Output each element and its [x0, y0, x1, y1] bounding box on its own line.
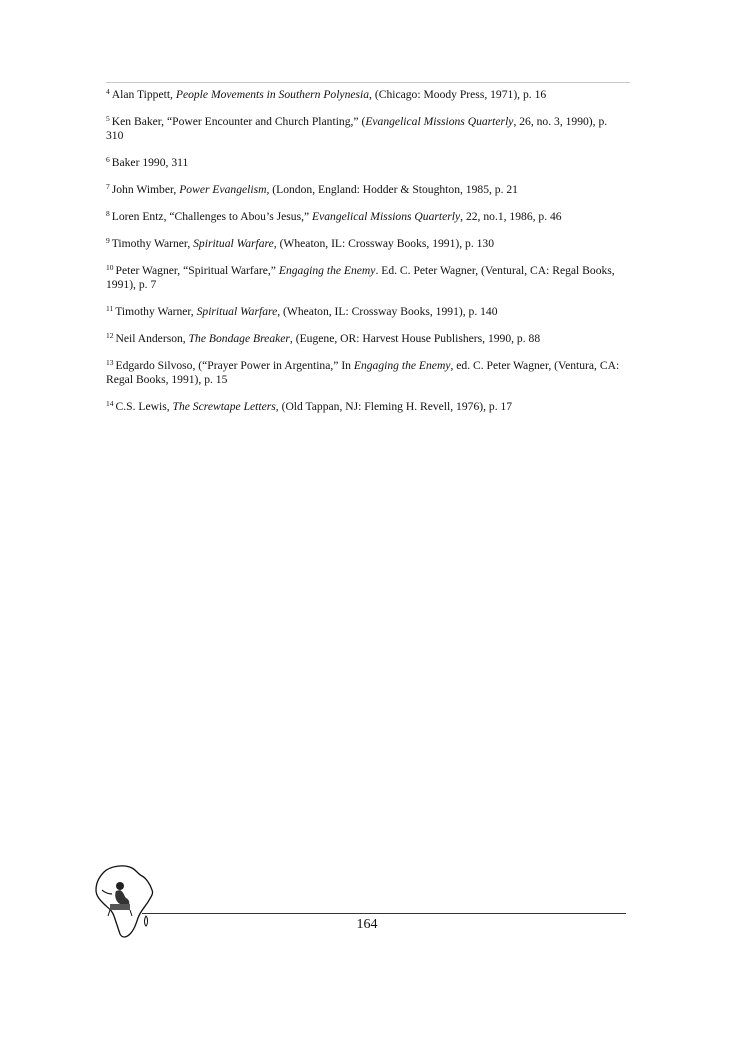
footnote-item	[106, 156, 620, 170]
footnote-text-tail: , ed. C. Peter Wagner, (Ventura, CA: Regal Books, 1991), p. 15	[106, 359, 620, 386]
footnote-text: Baker 1990, 311	[111, 156, 189, 169]
footnote-item	[106, 332, 620, 346]
footnote-text: John Wimber,	[111, 183, 180, 196]
footnote-text: Neil Anderson,	[115, 332, 189, 345]
footnote-item	[106, 115, 620, 143]
footnote-item	[106, 264, 620, 292]
footnote-text: Alan Tippett,	[111, 88, 176, 101]
footnote-number: 8	[106, 209, 110, 218]
footnote-item	[106, 88, 620, 102]
footnote-item	[106, 183, 620, 197]
footnote-number: 6	[106, 155, 110, 164]
footnote-number: 9	[106, 236, 110, 245]
footnote-title: Evangelical Missions Quarterly	[365, 115, 514, 128]
footnote-text-tail: , (Wheaton, IL: Crossway Books, 1991), p. 140	[277, 305, 498, 318]
footnote-number: 14	[106, 399, 114, 408]
footnotes-list	[106, 88, 620, 427]
footnote-title: The Screwtape Letters	[172, 400, 276, 413]
footer-rule	[142, 913, 626, 914]
footnote-text: Loren Entz, “Challenges to Abou’s Jesus,”	[111, 210, 313, 223]
footnote-title: Engaging the Enemy	[278, 264, 376, 277]
footnote-text-tail: , 22, no.1, 1986, p. 46	[460, 210, 562, 223]
footnote-text-tail: , (Old Tappan, NJ: Fleming H. Revell, 1976), p. 17	[275, 400, 513, 413]
footnote-number: 11	[106, 304, 114, 313]
footnote-item	[106, 237, 620, 251]
footnote-text-tail: . Ed. C. Peter Wagner, (Ventural, CA: Regal Books, 1991), p. 7	[106, 264, 615, 291]
footnote-title: Engaging the Enemy	[353, 359, 451, 372]
footnote-separator	[106, 82, 630, 83]
footnote-text-tail: , 26, no. 3, 1990), p. 310	[106, 115, 608, 142]
footnote-text: Timothy Warner,	[115, 305, 197, 318]
footnote-number: 5	[106, 114, 110, 123]
footnote-title: The Bondage Breaker	[188, 332, 290, 345]
footnote-number: 7	[106, 182, 110, 191]
footnote-text: Ken Baker, “Power Encounter and Church Planting,” (	[111, 115, 366, 128]
footnote-number: 10	[106, 263, 114, 272]
footnote-text-tail: , (Chicago: Moody Press, 1971), p. 16	[369, 88, 547, 101]
footnote-text: Edgardo Silvoso, (“Prayer Power in Argentina,” In	[115, 359, 354, 372]
africa-map-icon	[90, 862, 158, 942]
footnote-title: Evangelical Missions Quarterly	[312, 210, 461, 223]
footnote-title: People Movements in Southern Polynesia	[175, 88, 370, 101]
footnote-title: Spiritual Warfare	[193, 237, 274, 250]
footnote-text-tail: , (Wheaton, IL: Crossway Books, 1991), p. 130	[273, 237, 495, 250]
footnote-text: Timothy Warner,	[111, 237, 194, 250]
footnote-number: 13	[106, 358, 114, 367]
footnote-item	[106, 400, 620, 414]
footnote-text-tail: , (Eugene, OR: Harvest House Publishers, 1990, p. 88	[289, 332, 541, 345]
footnote-number: 12	[106, 331, 114, 340]
footnote-item	[106, 359, 620, 387]
footnote-number: 4	[106, 87, 110, 96]
footnote-item	[106, 305, 620, 319]
page-number: 164	[356, 917, 378, 932]
footnote-text-tail: , (London, England: Hodder & Stoughton, 1985, p. 21	[266, 183, 518, 196]
footnote-title: Power Evangelism	[179, 183, 267, 196]
footnote-text: C.S. Lewis,	[115, 400, 173, 413]
footnote-text: Peter Wagner, “Spiritual Warfare,”	[115, 264, 279, 277]
footnote-title: Spiritual Warfare	[196, 305, 278, 318]
footnote-item	[106, 210, 620, 224]
